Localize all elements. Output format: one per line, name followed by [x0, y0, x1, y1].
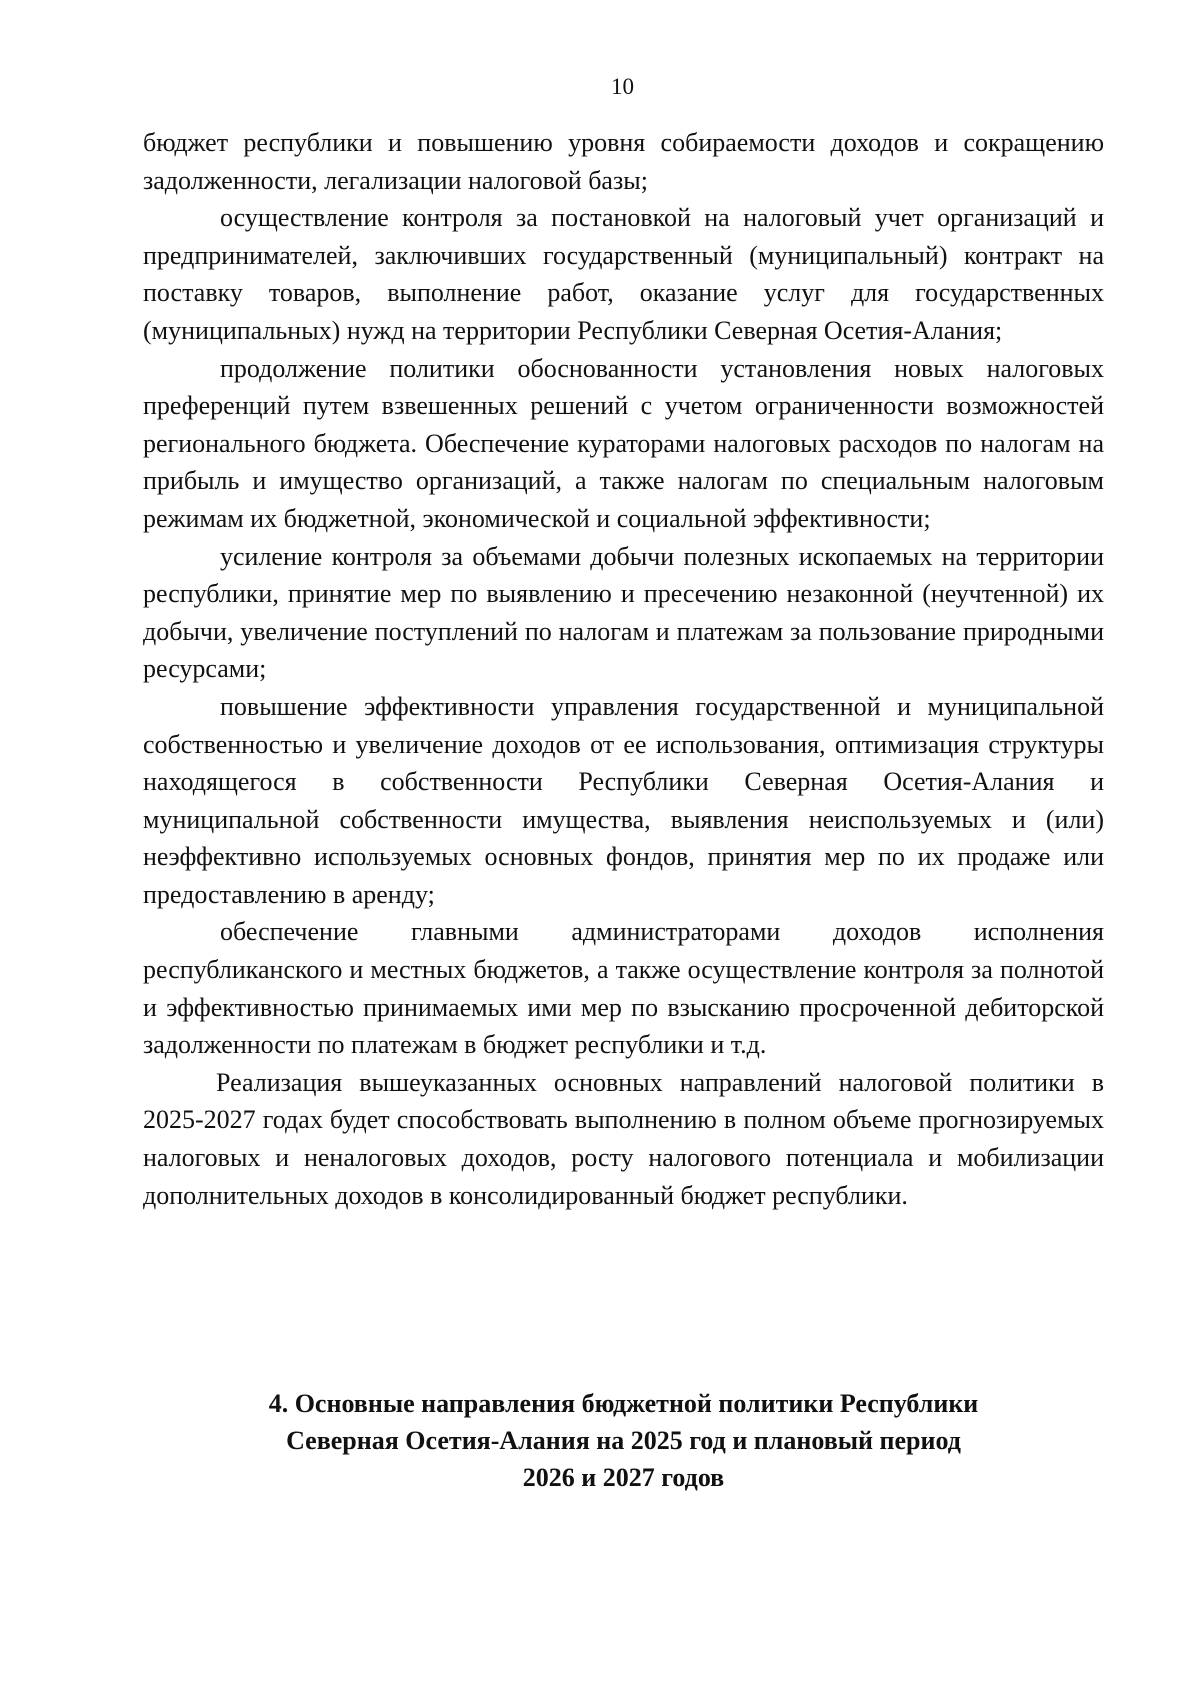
paragraph-continuation: бюджет республики и повышению уровня собираемости доходов и сокращению задолженности, легализации налоговой базы; [143, 128, 1104, 195]
section-heading-line: 4. Основные направления бюджетной политики Республики [268, 1389, 979, 1418]
paragraph-tax-registration-control: осуществление контроля за постановкой на налоговый учет организаций и предпринимателей, заключивших государственный (муниципальный) контракт на поставку товаров, выполнение работ, оказание услуг для государственных (муниципальных) нужд на территории Республики Северная Осетия-Алания; [143, 203, 1104, 345]
paragraph-tax-preferences: продолжение политики обоснованности установления новых налоговых преференций путем взвешенных решений с учетом ограниченности возможностей регионального бюджета. Обеспечение кураторами налоговых расходов по налогам на прибыль и имущество организаций, а также налогам по специальным налоговым режимам их бюджетной, экономической и социальной эффективности; [143, 353, 1104, 533]
section-heading-line: 2026 и 2027 годов [522, 1463, 725, 1492]
paragraph-property-management: повышение эффективности управления государственной и муниципальной собственностью и увеличение доходов от ее использования, оптимизация структуры находящегося в собственности Республики Северная Осетия-Алания и муниципальной собственности имущества, выявления неиспользуемых и (или) неэффективно используемых основных фондов, принятия мер по их продаже или предоставлению в аренду; [143, 691, 1104, 909]
section-heading [143, 1385, 1104, 1496]
body-text [143, 124, 1104, 1214]
paragraph-mineral-extraction-control: усиление контроля за объемами добычи полезных ископаемых на территории республики, принятие мер по выявлению и пресечению незаконной (неучтенной) их добычи, увеличение поступлений по налогам и платежам за пользование природными ресурсами; [143, 541, 1104, 684]
page-number: 10 [611, 74, 634, 99]
paragraph-implementation-summary: Реализация вышеуказанных основных направлений налоговой политики в 2025-2027 годах будет способствовать выполнению в полном объеме прогнозируемых налоговых и неналоговых доходов, росту налогового потенциала и мобилизации дополнительных доходов в консолидированный бюджет республики. [143, 1067, 1104, 1210]
section-heading-line: Северная Осетия-Алания на 2025 год и плановый период [286, 1426, 961, 1455]
paragraph-receivables-collection: обеспечение главными администраторами доходов исполнения республиканского и местных бюджетов, а также осуществление контроля за полнотой и эффективностью принимаемых ими мер по взысканию просроченной дебиторской задолженности по платежам в бюджет республики и т.д. [143, 917, 1104, 1060]
